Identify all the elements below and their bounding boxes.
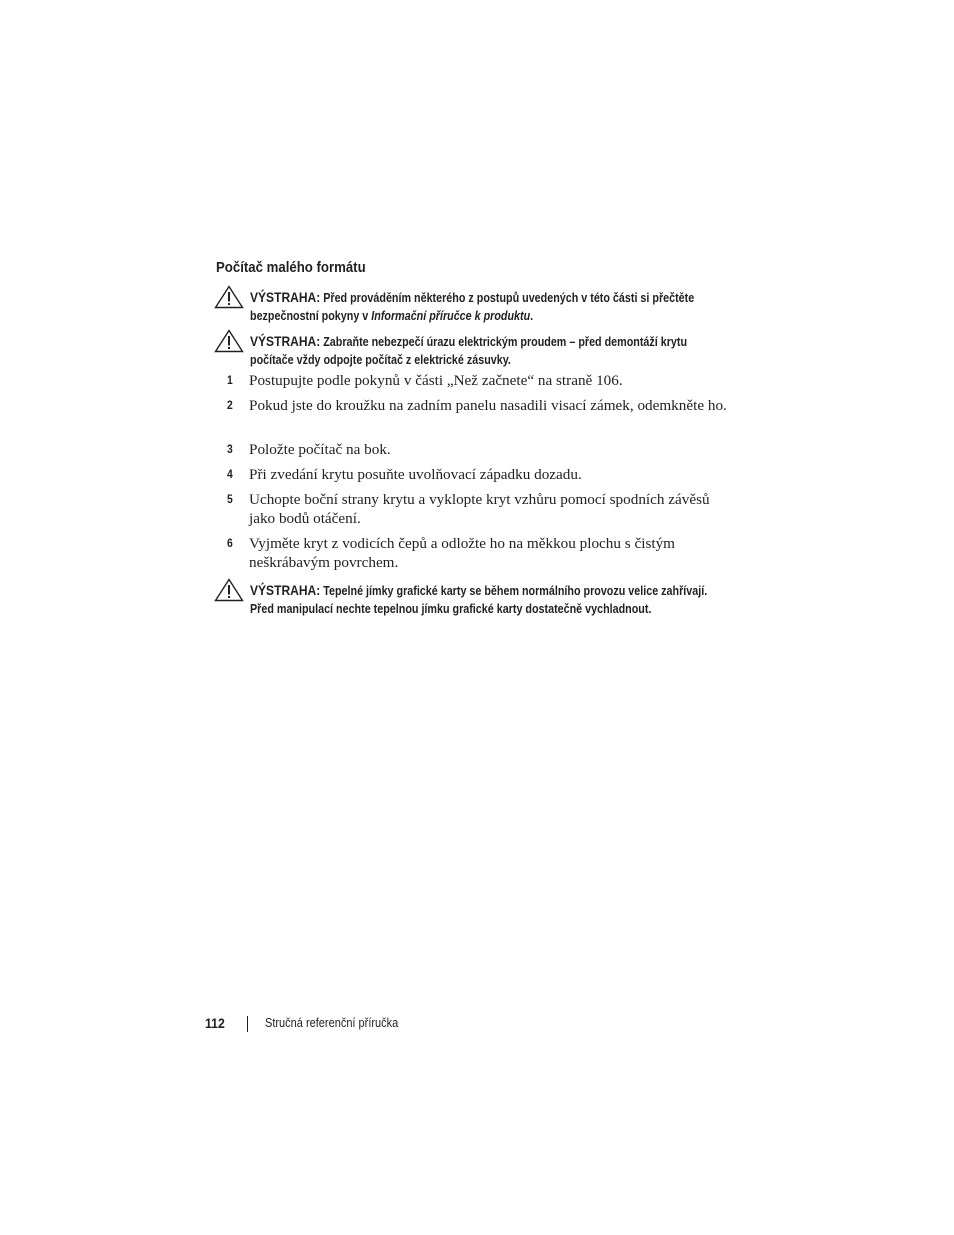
warning-label: VÝSTRAHA:	[250, 333, 321, 349]
step-text: Uchopte boční strany krytu a vyklopte kryt vzhůru pomocí spodních závěsů jako bodů otáčení.	[249, 491, 710, 527]
product-info-guide-title: Informační příručce k produktu	[371, 308, 531, 323]
step-number: 1	[227, 375, 233, 387]
warning-triangle-icon	[214, 285, 244, 309]
step-number: 6	[227, 538, 233, 550]
warning-text: VÝSTRAHA: Před prováděním některého z postupů uvedených v této části si přečtěte bezpečnostní pokyny v Informační příručce k produktu.	[250, 289, 695, 323]
warning-text: VÝSTRAHA: Tepelné jímky grafické karty se během normálního provozu velice zahřívají. Před manipulací nechte tepelnou jímku grafické karty dostatečně vychladnout.	[250, 582, 708, 616]
footer-book-title: Stručná referenční příručka	[265, 1016, 399, 1030]
step-number: 2	[227, 400, 233, 412]
warning-triangle-icon	[214, 329, 244, 353]
warning-label: VÝSTRAHA:	[250, 289, 321, 305]
step-text: Pokud jste do kroužku na zadním panelu nasadili visací zámek, odemkněte ho.	[249, 397, 727, 414]
warning-triangle-icon	[214, 578, 244, 602]
footer-divider	[247, 1016, 248, 1032]
step-text: Vyjměte kryt z vodicích čepů a odložte ho na měkkou plochu s čistým neškrábavým povrchem.	[249, 535, 675, 571]
step-number: 4	[227, 469, 233, 481]
step-text: Postupujte podle pokynů v části „Než začnete“ na straně 106.	[249, 372, 623, 389]
step-number: 3	[227, 444, 233, 456]
section-heading: Počítač malého formátu	[216, 259, 366, 276]
step-text: Položte počítač na bok.	[249, 441, 391, 458]
warning-text: VÝSTRAHA: Zabraňte nebezpečí úrazu elektrickým proudem – před demontáží krytu počítače vždy odpojte počítač z elektrické zásuvky.	[250, 333, 688, 367]
step-text: Při zvedání krytu posuňte uvolňovací západku dozadu.	[249, 466, 582, 483]
page-number: 112	[205, 1015, 225, 1031]
warning-label: VÝSTRAHA:	[250, 582, 321, 598]
step-number: 5	[227, 494, 233, 506]
